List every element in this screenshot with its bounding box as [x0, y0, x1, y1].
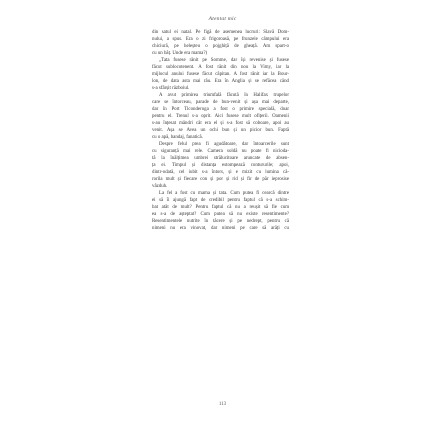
text-line: Despre felul prea fi agudătoare, dar întoarcerile sunt: [159, 142, 289, 147]
text-line: ța ei. Timpul și distanța estompează contururile; apoi,: [152, 163, 289, 168]
text-line: cu siguranță mai rele. Camera soldă nu poate fi nicioda-: [152, 149, 289, 154]
text-line: văzduh.: [152, 184, 168, 189]
text-line: s-au înțesat mândri cât era el și s-a fost să coboare, apoi au: [152, 121, 289, 126]
text-line: cu o apă, bandaj, fanatică.: [152, 135, 203, 140]
text-line: La fel a fost cu mama și tata. Cum putea fi cearcă dintre: [159, 191, 289, 196]
text-line: chiciură, pe heleșteu o pojghiță de gheață. Am spart-o: [152, 44, 289, 49]
text-line: bat atât de mult? Pentru faptul că nu a reușit să fie cum: [152, 205, 289, 210]
text-line: care se întorceau, parade de bun-venit și așa mai departe,: [152, 100, 289, 105]
text-line: nului, a spus. Era o zi frigoroasă, pe frunzele câmpului era: [152, 37, 289, 42]
text-line: cu un băț. Unde era mama?): [152, 51, 208, 56]
body-text: [152, 29, 289, 232]
page-number: 113: [218, 402, 227, 407]
running-head: Atentat mic: [208, 16, 237, 22]
text-line: s-a sfârșit războiul.: [152, 86, 190, 91]
text-line: rorila mult și fiecare con și por și rid și fir de păr ieprosise: [152, 177, 289, 182]
text-line: tă la înălțimea umbrei strălucitoare aruncate de absen-: [152, 156, 289, 161]
text-line: „Tata fusese rănit pe Somme, dar își revenise și fusese: [159, 58, 289, 63]
text-line: Resentimentele nutrite în tăcere și pe nedrept, pentru că: [152, 219, 289, 224]
text-line: dintr-odată, cel iubit s-a întors, și e mizit cu lumina că-: [152, 170, 289, 175]
text-line: venit. Așa se Avea un ochi bun și un picior bun. Faptă: [152, 128, 289, 133]
text-line: ea s-a de așteptat? Cum putea să nu existe resentimente?: [152, 212, 289, 217]
text-line: dar în Port Ticonderoga a fost o primire specială, doar: [152, 107, 289, 112]
text-line: pentru el. Trenul s-a oprit. Aici fusese mult ofițerii. Oamenii: [152, 114, 289, 119]
text-line: făcut sublocotenent. A fost rănit din nou la Vimy, iar la: [152, 65, 289, 70]
text-line: nimeni nu era vinovat, dar nimeni pe care să arăți cu: [152, 226, 289, 231]
text-line: lon, de data asta mai rău. Era în Anglia și se refăcea când: [152, 79, 289, 84]
text-line: A avut primirea triumfală făcută în Halifax trupelor: [159, 93, 289, 98]
text-line: mijlocul anului fusese făcut căpitan. A fost rănit iar la Bour-: [152, 72, 289, 77]
text-line: din satul ei natal. Pe figă de asemenea lucruri: Slavă Dom-: [152, 30, 289, 35]
text-line: ei să îi ajungă fapt de credibil pentru faptul că s-a schim-: [152, 198, 289, 203]
